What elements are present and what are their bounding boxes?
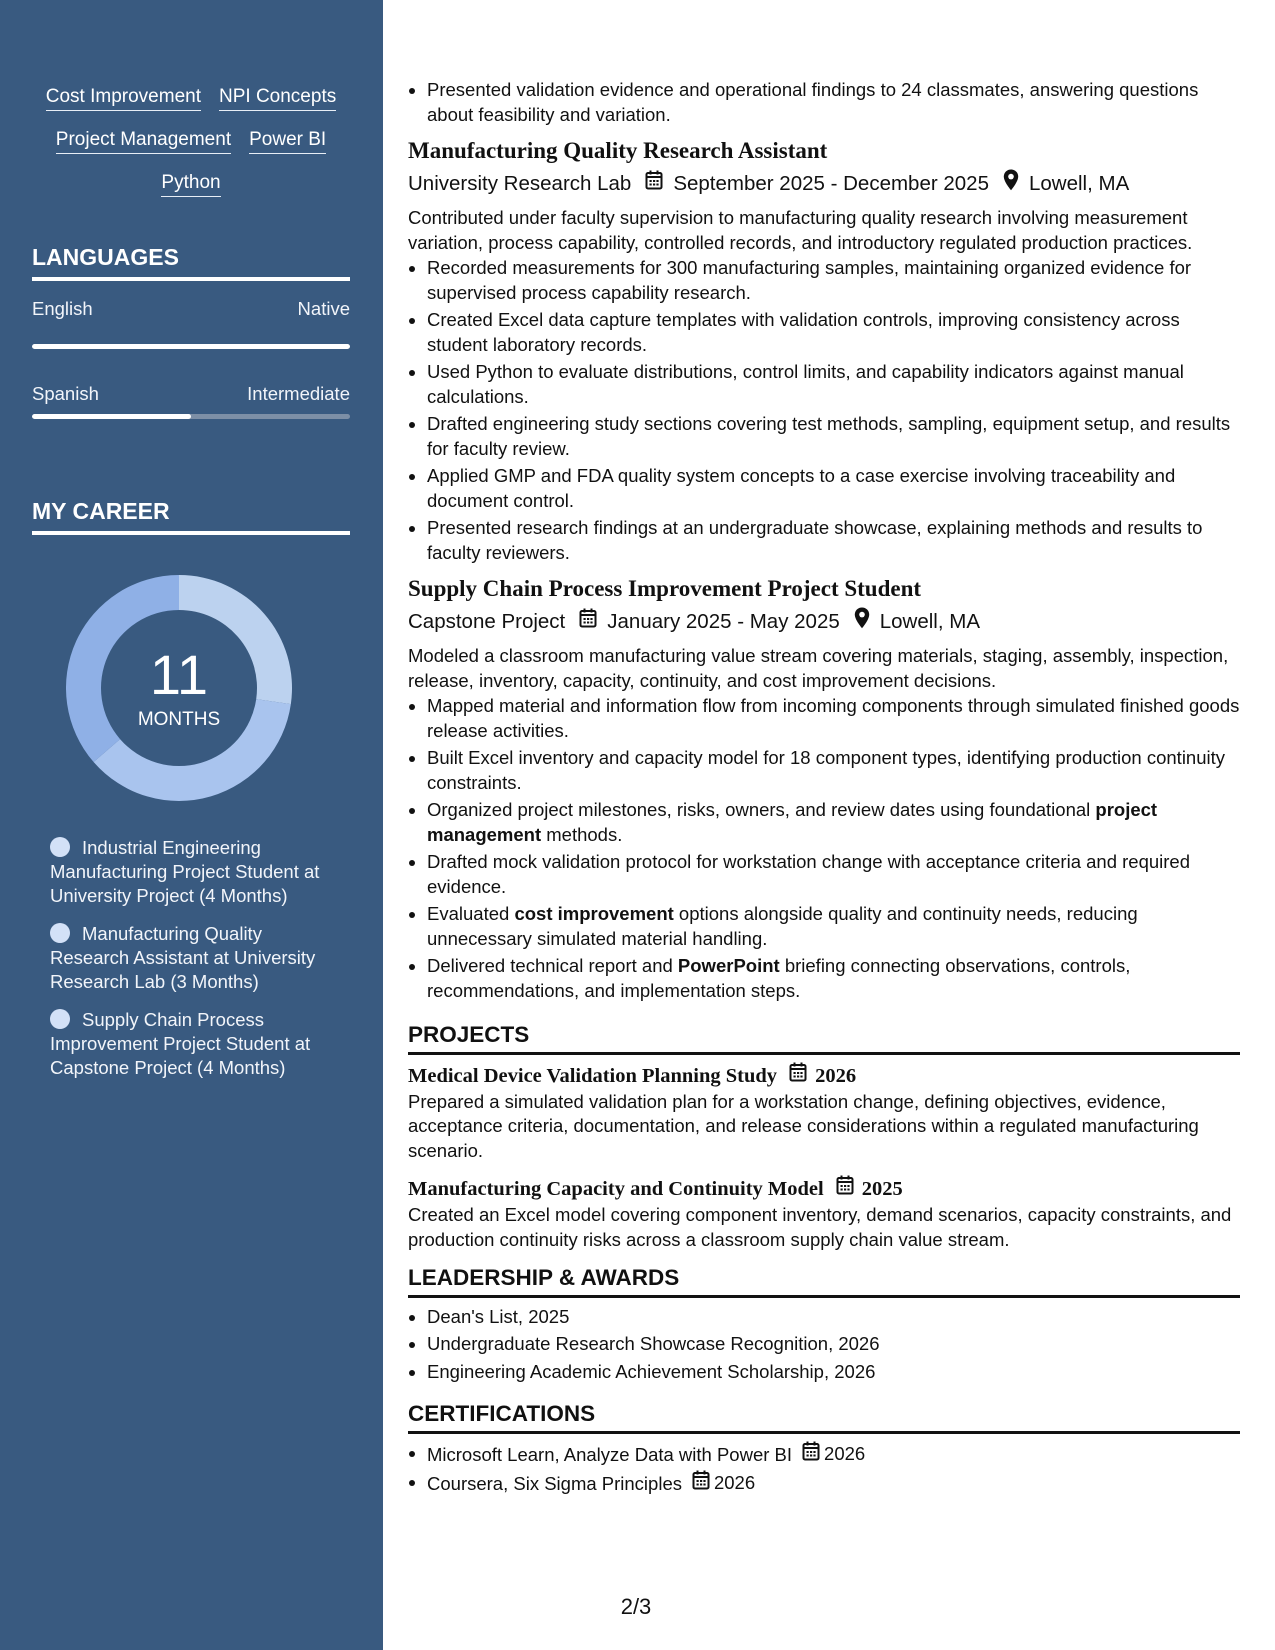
bullet-item: Used Python to evaluate distributions, control limits, and capability indicators against manual calculations.: [408, 360, 1240, 409]
job-meta: [408, 607, 1240, 637]
job-meta: [408, 169, 1240, 199]
calendar-icon: [645, 170, 663, 198]
experience-list: [408, 137, 1240, 1003]
bullet-item: [408, 746, 1240, 795]
bullet-item: Applied GMP and FDA quality system concepts to a case exercise involving traceability and document control.: [408, 464, 1240, 513]
certification-year: 2026: [713, 1472, 756, 1493]
career-heading: MY CAREER: [32, 498, 350, 535]
sidebar: [0, 0, 383, 1650]
map-pin-icon: [854, 607, 870, 637]
certification-date: [802, 1441, 865, 1468]
leadership-heading: LEADERSHIP & AWARDS: [408, 1266, 1240, 1298]
project-year: 2026: [815, 1064, 857, 1087]
certification-item: [408, 1441, 1240, 1468]
skill-tag: Power BI: [249, 129, 326, 154]
bullet-item: Presented validation evidence and operational findings to 24 classmates, answering questions about feasibility and variation.: [408, 78, 1240, 127]
project-year: 2025: [861, 1178, 903, 1200]
bullet-item: [408, 798, 1240, 847]
projects-list: [408, 1062, 1240, 1253]
job-bullets: [408, 694, 1240, 1003]
language-bar-spanish: [32, 414, 350, 419]
language-name: Spanish: [32, 383, 99, 404]
certification-item: [408, 1470, 1240, 1497]
certification-year: 2026: [824, 1442, 866, 1464]
bold-keyword: cost improvement: [514, 903, 674, 924]
career-legend-text: Supply Chain Process Improvement Project Student at Capstone Project (4 Months): [50, 1009, 311, 1078]
bullet-text: Evaluated: [427, 903, 515, 924]
career-legend-item: [50, 836, 340, 908]
certification-name: Coursera, Six Sigma Principles: [427, 1473, 682, 1494]
job-title: Manufacturing Quality Research Assistant: [408, 138, 828, 163]
job-entry: [408, 575, 1240, 1003]
language-bar-english: [32, 344, 350, 349]
bullet-text: methods.: [541, 823, 623, 845]
job-dates: September 2025 - December 2025: [673, 172, 989, 195]
legend-dot: [50, 1009, 70, 1029]
job-location: Lowell, MA: [1029, 172, 1130, 195]
certifications-heading: CERTIFICATIONS: [408, 1402, 1240, 1434]
award-item: Dean's List, 2025: [408, 1305, 1240, 1330]
language-level: Native: [297, 298, 350, 319]
language-bar-fill: [32, 414, 191, 419]
career-total-unit: MONTHS: [137, 709, 221, 730]
certifications-list: [408, 1441, 1240, 1497]
project-description: Created an Excel model covering component inventory, demand scenarios, capacity constraints, and production continuity risks across a classroom supply chain value stream.: [408, 1204, 1232, 1250]
projects-heading: PROJECTS: [408, 1023, 1240, 1055]
calendar-icon: [789, 1062, 807, 1090]
award-item: Engineering Academic Achievement Scholarship, 2026: [408, 1360, 1240, 1385]
bullet-text: briefing connecting observations, controls, recommendations, and implementation steps.: [427, 955, 1131, 1001]
bullet-item: [408, 850, 1240, 899]
job-bullets: [408, 256, 1240, 565]
language-bar-fill: [32, 344, 350, 349]
job-description: Contributed under faculty supervision to manufacturing quality research involving measurement variation, process capability, controlled records, and introductory regulated production practices.: [408, 207, 1193, 253]
carryover-bullets: [408, 78, 1240, 127]
bullet-text: options alongside quality and continuity needs, reducing unnecessary simulated material handling.: [427, 903, 1138, 949]
calendar-icon: [836, 1175, 854, 1203]
career-legend-text: Industrial Engineering Manufacturing Project Student at University Project (4 Months): [50, 837, 320, 906]
career-legend-item: [50, 922, 340, 994]
language-row-spanish: [32, 383, 350, 405]
career-legend: [50, 836, 340, 1094]
project-title: Manufacturing Capacity and Continuity Model: [408, 1178, 824, 1200]
bullet-text: Organized project milestones, risks, owners, and review dates using foundational: [427, 799, 1096, 820]
job-location: Lowell, MA: [879, 610, 981, 633]
legend-dot: [50, 837, 70, 857]
bullet-item: [408, 694, 1240, 743]
bullet-text: Built Excel inventory and capacity model for 18 component types, identifying production continuity constraints.: [427, 747, 1226, 793]
leadership-list: [408, 1305, 1240, 1385]
main-content: [408, 78, 1240, 1500]
calendar-icon: [802, 1441, 820, 1468]
skill-tag: Project Management: [56, 129, 231, 154]
bullet-text: Drafted mock validation protocol for workstation change with acceptance criteria and required evidence.: [427, 851, 1191, 897]
job-entry: [408, 137, 1240, 565]
skill-tag: Cost Improvement: [46, 86, 201, 111]
career-total-months: 11: [149, 643, 209, 706]
language-row-english: [32, 298, 350, 320]
bullet-item: Created Excel data capture templates with validation controls, improving consistency across student laboratory records.: [408, 308, 1240, 357]
job-organization: University Research Lab: [408, 172, 632, 195]
map-pin-icon: [1003, 169, 1019, 199]
bullet-item: [408, 954, 1240, 1003]
bullet-item: Presented research findings at an undergraduate showcase, explaining methods and results to faculty reviewers.: [408, 516, 1240, 565]
bullet-text: Delivered technical report and: [427, 955, 678, 976]
calendar-icon: [692, 1470, 710, 1497]
career-legend-item: [50, 1008, 340, 1080]
bold-keyword: PowerPoint: [677, 955, 780, 976]
languages-heading: LANGUAGES: [32, 244, 350, 281]
project-title: Medical Device Validation Planning Study: [408, 1064, 778, 1087]
bullet-item: Drafted engineering study sections covering test methods, sampling, equipment setup, and results for faculty review.: [408, 412, 1240, 461]
certification-date: [692, 1470, 755, 1497]
calendar-icon: [579, 608, 597, 636]
bullet-text: Mapped material and information flow from incoming components through simulated finished goods release activities.: [427, 695, 1240, 741]
job-organization: Capstone Project: [408, 610, 566, 633]
award-item: Undergraduate Research Showcase Recognition, 2026: [408, 1332, 1240, 1357]
certification-name: Microsoft Learn, Analyze Data with Power BI: [427, 1443, 793, 1465]
bullet-item: [408, 902, 1240, 951]
career-legend-text: Manufacturing Quality Research Assistant at University Research Lab (3 Months): [50, 923, 316, 992]
job-title: Supply Chain Process Improvement Project Student: [408, 576, 922, 601]
job-description: Modeled a classroom manufacturing value stream covering materials, staging, assembly, inspection, release, inventory, capacity, continuity, and cost improvement decisions.: [408, 645, 1229, 691]
skill-tag: NPI Concepts: [219, 86, 336, 111]
bullet-item: Recorded measurements for 300 manufacturing samples, maintaining organized evidence for supervised process capability research.: [408, 256, 1240, 305]
project-title-row: [408, 1175, 1240, 1203]
language-name: English: [32, 298, 93, 319]
legend-dot: [50, 923, 70, 943]
project-title-row: [408, 1062, 1240, 1090]
skill-tag: Python: [161, 172, 220, 197]
job-dates: January 2025 - May 2025: [607, 610, 840, 633]
project-description: Prepared a simulated validation plan for a workstation change, defining objectives, evidence, acceptance criteria, documentation, and release considerations within a regulated manufacturing scenario.: [408, 1090, 1199, 1161]
language-level: Intermediate: [247, 383, 350, 404]
skills-list: [32, 86, 350, 197]
bold-keyword: project management: [427, 799, 1158, 845]
page-number: 2/3: [620, 1594, 652, 1619]
